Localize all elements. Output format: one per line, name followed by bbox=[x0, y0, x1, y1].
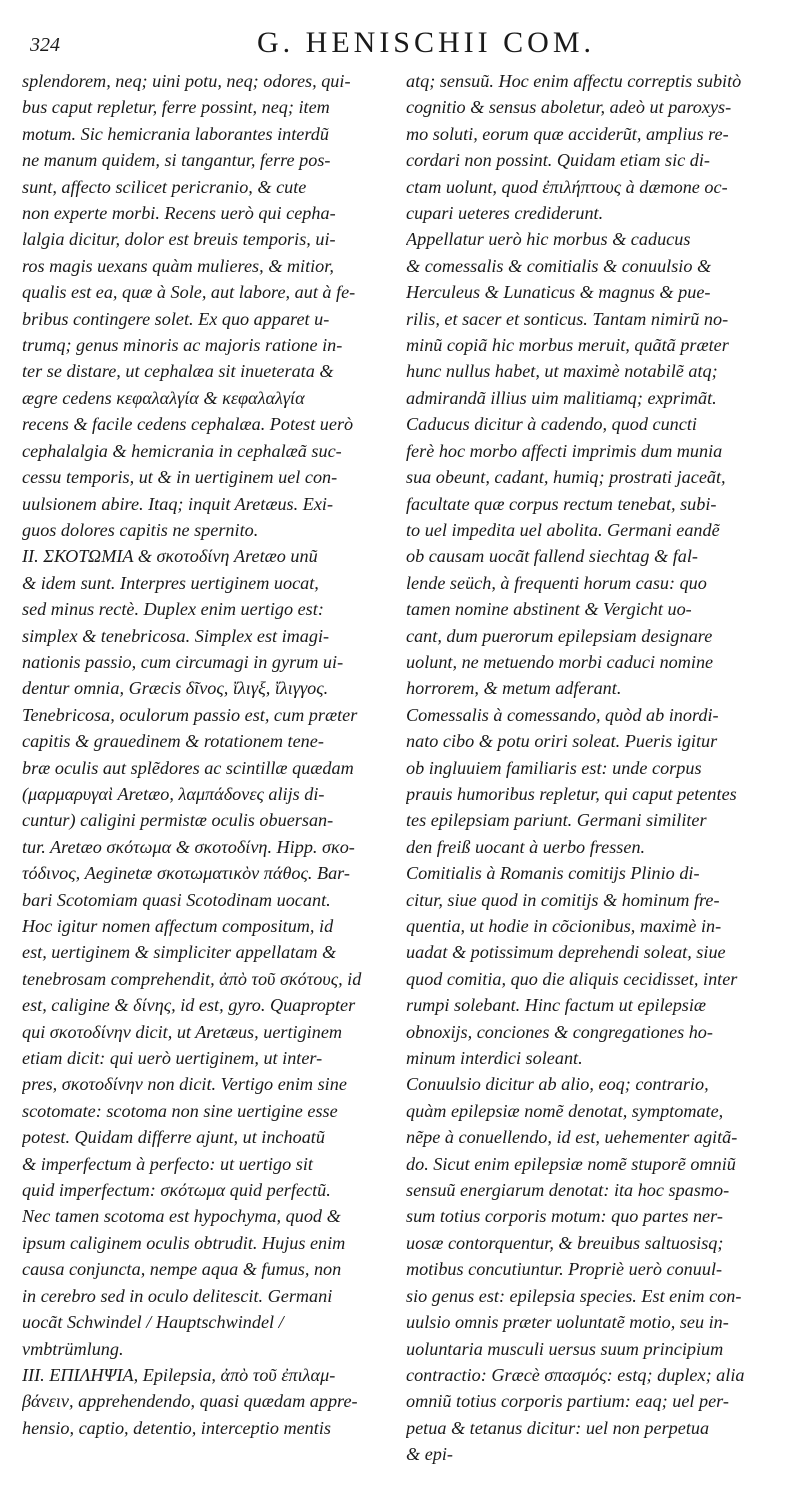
text-line: & idem sunt. Interpres uertiginem uocat, bbox=[22, 572, 319, 593]
text-line: facultate quæ corpus rectum tenebat, subi- bbox=[406, 493, 717, 514]
text-line: τόδινος, Aeginetæ σκοτωματικὸν πάθος. Bar- bbox=[22, 863, 350, 884]
text-line: est, uertiginem & simpliciter appellatam & bbox=[22, 942, 337, 963]
text-line: uolunt, ne metuendo morbi caduci nomine bbox=[406, 651, 714, 672]
text-line: cuntur) caligini permistæ oculis obuersan- bbox=[22, 810, 334, 831]
text-line: bus caput repletur, ferre possint, neq; item bbox=[22, 97, 330, 118]
text-line: causa conjuncta, nempe aqua & fumus, non bbox=[22, 1259, 342, 1280]
text-line: contractio: Græcè σπασμός: estq; duplex; alia bbox=[406, 1364, 745, 1385]
text-line: simplex & tenebricosa. Simplex est imagi- bbox=[22, 625, 330, 646]
text-line: est, caligine & δίνης, id est, gyro. Quapropter bbox=[22, 995, 356, 1016]
text-line: sensuũ energiarum denotat: ita hoc spasmo- bbox=[406, 1180, 730, 1201]
text-line: tamen nomine abstinent & Vergicht uo- bbox=[406, 599, 692, 620]
text-line: citur, siue quod in comitijs & hominum fre- bbox=[406, 889, 720, 910]
text-line: mo soluti, eorum quæ acciderũt, amplius re- bbox=[406, 123, 729, 144]
text-line: hensio, captio, detentio, interceptio mentis bbox=[22, 1417, 331, 1438]
text-line: cupari ueteres crediderunt. bbox=[406, 203, 604, 224]
text-line: cognitio & sensus aboletur, adeò ut paroxys- bbox=[406, 97, 732, 118]
text-line: den freiß uocant à uerbo fressen. bbox=[406, 836, 646, 857]
text-line: ne manum quidem, si tangantur, ferre pos- bbox=[22, 150, 331, 171]
text-columns bbox=[22, 68, 790, 1468]
page-header bbox=[22, 18, 790, 62]
text-line: II. ΣΚΟΤΩΜΙΑ & σκοτοδίνη Aretæo unũ bbox=[22, 546, 318, 567]
text-line: uocãt Schwindel / Hauptschwindel / bbox=[22, 1312, 284, 1333]
text-line: lende seüch, à frequenti horum casu: quo bbox=[406, 572, 707, 593]
text-line: ros magis uexans quàm mulieres, & mitior, bbox=[22, 255, 334, 276]
text-line: lalgia dicitur, dolor est breuis temporis, ui- bbox=[22, 229, 336, 250]
text-line: motibus concutiuntur. Propriè uerò conuul- bbox=[406, 1259, 723, 1280]
text-line: Hoc igitur nomen affectum compositum, id bbox=[22, 916, 334, 936]
text-line: nẽpe à conuellendo, id est, uehementer agitã- bbox=[406, 1127, 738, 1148]
text-line: sum totius corporis motum: quo partes ner- bbox=[406, 1206, 723, 1227]
text-line: prauis humoribus repletur, qui caput petentes bbox=[406, 783, 737, 804]
text-line: nationis passio, cum circumagi in gyrum ui- bbox=[22, 651, 344, 672]
text-line: sed minus rectè. Duplex enim uertigo est: bbox=[22, 599, 324, 620]
text-line: splendorem, neq; uini potu, neq; odores, qui- bbox=[22, 71, 351, 91]
text-line: bari Scotomiam quasi Scotodinam uocant. bbox=[22, 889, 331, 910]
text-line: trumq; genus minoris ac majoris ratione in- bbox=[22, 335, 343, 356]
text-line: atq; sensuũ. Hoc enim affectu correptis subitò bbox=[406, 71, 742, 91]
text-line: hunc nullus habet, ut maximè notabilẽ atq; bbox=[406, 361, 718, 382]
text-line: quod comitia, quo die aliquis cecidisset, inter bbox=[406, 968, 738, 989]
text-line: bribus contingere solet. Ex quo apparet u- bbox=[22, 308, 330, 329]
text-line: Caducus dicitur à cadendo, quod cuncti bbox=[406, 414, 697, 435]
text-line: rilis, et sacer et sonticus. Tantam nimirũ no- bbox=[406, 308, 729, 329]
page-number: 324 bbox=[30, 34, 60, 56]
text-line: ferè hoc morbo affecti imprimis dum munia bbox=[406, 440, 723, 461]
text-line: in cerebro sed in oculo delitescit. Germani bbox=[22, 1285, 333, 1306]
text-line: ob ingluuiem familiaris est: unde corpus bbox=[406, 757, 702, 778]
text-line: dentur omnia, Græcis δῖνος, ἴλιγξ, ἴλιγγος. bbox=[22, 678, 329, 699]
text-line: uoluntaria musculi uersus suum principium bbox=[406, 1338, 724, 1359]
right-column bbox=[406, 68, 788, 1468]
text-line: ob causam uocãt fallend siechtag & fal- bbox=[406, 546, 698, 567]
text-line: tur. Aretæo σκότωμα & σκοτοδίνη. Hipp. σκο- bbox=[22, 836, 355, 857]
left-column bbox=[22, 68, 392, 1468]
text-line: scotomate: scotoma non sine uertigine esse bbox=[22, 1100, 338, 1121]
text-line: rumpi solebant. Hinc factum ut epilepsiæ bbox=[406, 995, 707, 1016]
text-line: nato cibo & potu oriri soleat. Pueris igitur bbox=[406, 731, 718, 752]
text-line: qui σκοτοδίνην dicit, ut Aretæus, uertiginem bbox=[22, 1021, 343, 1042]
text-line: non experte morbi. Recens uerò qui cepha- bbox=[22, 203, 336, 224]
text-line: uosæ contorquentur, & breuibus saltuosisq; bbox=[406, 1232, 724, 1253]
text-line: cant, dum puerorum epilepsiam designare bbox=[406, 625, 713, 646]
text-line: quentia, ut hodie in cõcionibus, maximè in- bbox=[406, 916, 722, 936]
text-line: obnoxijs, conciones & congregationes ho- bbox=[406, 1021, 713, 1042]
text-line: minũ copiã hic morbus meruit, quãtã præter bbox=[406, 335, 729, 356]
text-line: quàm epilepsiæ nomẽ denotat, symptomate, bbox=[406, 1100, 724, 1121]
text-line: bræ oculis aut splẽdores ac scintillæ quædam bbox=[22, 757, 354, 778]
text-line: sio genus est: epilepsia species. Est enim con- bbox=[406, 1285, 742, 1306]
text-line: recens & facile cedens cephalæa. Potest uerò bbox=[22, 414, 354, 435]
text-line: omniũ totius corporis partium: eaq; uel per- bbox=[406, 1391, 729, 1412]
text-line: & epi- bbox=[406, 1444, 453, 1465]
text-line: Nec tamen scotoma est hypochyma, quod & bbox=[22, 1206, 341, 1227]
text-line: Conuulsio dicitur ab alio, eoq; contrario, bbox=[406, 1074, 709, 1095]
text-line: uadat & potissimum deprehendi soleat, siue bbox=[406, 942, 726, 963]
text-line: & imperfectum à perfecto: ut uertigo sit bbox=[22, 1153, 313, 1174]
text-line: (μαρμαρυγαὶ Aretæo, λαμπάδονες alijs di- bbox=[22, 783, 325, 804]
text-line: quid imperfectum: σκότωμα quid perfectũ. bbox=[22, 1180, 331, 1201]
text-line: do. Sicut enim epilepsiæ nomẽ stuporẽ omniũ bbox=[406, 1153, 736, 1174]
text-line: tenebrosam comprehendit, ἀπὸ τοῦ σκότους, id bbox=[22, 968, 362, 989]
text-line: cephalalgia & hemicrania in cephalæã suc- bbox=[22, 440, 342, 461]
text-line: vmbtrümlung. bbox=[22, 1338, 124, 1359]
text-line: admirandã illius uim malitiamq; exprimãt. bbox=[406, 387, 717, 408]
text-line: ipsum caliginem oculis obtrudit. Hujus enim bbox=[22, 1232, 346, 1253]
text-line: capitis & grauedinem & rotationem tene- bbox=[22, 731, 324, 752]
text-line: potest. Quidam differre ajunt, ut inchoatũ bbox=[22, 1127, 325, 1148]
text-line: qualis est ea, quæ à Sole, aut labore, aut à fe- bbox=[22, 282, 356, 303]
text-line: & comessalis & comitialis & conuulsio & bbox=[406, 255, 712, 276]
text-line: tes epilepsiam pariunt. Germani similiter bbox=[406, 810, 707, 831]
text-line: III. ΕΠΙΛΗΨΙΑ, Epilepsia, ἀπὸ τοῦ ἐπιλαμ- bbox=[22, 1364, 336, 1385]
text-line: Comitialis à Romanis comitijs Plinio di- bbox=[406, 863, 700, 884]
text-line: ægre cedens κεφαλαλγία & κεφαλαλγία bbox=[22, 387, 305, 408]
text-line: uulsionem abire. Itaq; inquit Aretæus. Exi- bbox=[22, 493, 334, 514]
text-line: to uel impedita uel abolita. Germani eandẽ bbox=[406, 519, 720, 540]
text-line: Appellatur uerò hic morbus & caducus bbox=[406, 229, 691, 250]
text-line: motum. Sic hemicrania laborantes interdũ bbox=[22, 123, 329, 144]
running-head: G. HENISCHII COM. bbox=[257, 26, 595, 59]
text-line: cordari non possint. Quidam etiam sic di- bbox=[406, 150, 710, 171]
text-line: Comessalis à comessando, quòd ab inordi- bbox=[406, 704, 719, 725]
text-line: minum interdici soleant. bbox=[406, 1048, 583, 1069]
text-line: Herculeus & Lunaticus & magnus & pue- bbox=[406, 282, 711, 303]
text-line: ter se distare, ut cephalæa sit inueterata & bbox=[22, 361, 334, 382]
text-line: ctam uolunt, quod ἐπιλήπτους à dæmone oc- bbox=[406, 176, 728, 197]
text-line: uulsio omnis præter uoluntatẽ motio, seu in- bbox=[406, 1312, 729, 1333]
text-line: Tenebricosa, oculorum passio est, cum præter bbox=[22, 704, 358, 725]
text-line: horrorem, & metum adferant. bbox=[406, 678, 622, 699]
text-line: etiam dicit: qui uerò uertiginem, ut inter- bbox=[22, 1048, 323, 1069]
text-line: pres, σκοτοδίνην non dicit. Vertigo enim sine bbox=[22, 1074, 347, 1095]
text-line: guos dolores capitis ne spernito. bbox=[22, 519, 259, 540]
text-line: sunt, affecto scilicet pericranio, & cute bbox=[22, 176, 307, 197]
text-line: petua & tetanus dicitur: uel non perpetua bbox=[406, 1417, 710, 1438]
text-line: βάνειν, apprehendendo, quasi quædam appre- bbox=[22, 1391, 358, 1412]
text-line: sua obeunt, cadant, humiq; prostrati jaceãt, bbox=[406, 467, 726, 488]
text-line: cessu temporis, ut & in uertiginem uel con- bbox=[22, 467, 338, 488]
